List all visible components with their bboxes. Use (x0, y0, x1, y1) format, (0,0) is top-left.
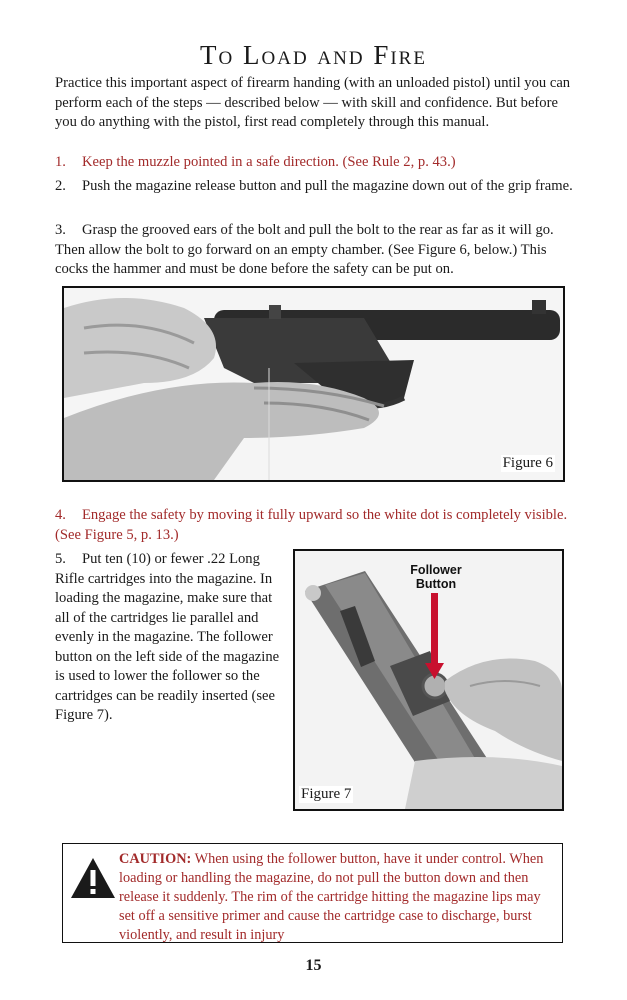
caution-label: CAUTION: (119, 851, 192, 867)
step-number: 4. (55, 507, 66, 523)
follower-button-callout: Follower Button (410, 563, 462, 591)
step-text: Put ten (10) or fewer .22 Long Rifle cartridges into the magazine. In loading the magazine, make sure that all of the cartridges lie parallel and evenly in the magazine. The follower button on the left side of the magazine is used to lower the follower so the cartridges can be readily inserted (see Figure 7). (55, 551, 280, 723)
page-title: To Load and Fire (200, 40, 427, 70)
figure-6-caption: Figure 6 (502, 455, 553, 471)
warning-icon (69, 856, 117, 900)
pistol-bolt-photo (64, 288, 563, 480)
step-3 (55, 221, 573, 280)
step-5 (55, 550, 287, 726)
step-number: 2. (55, 178, 66, 194)
step-number: 5. (55, 551, 66, 567)
caution-box (62, 843, 563, 943)
page-number: 15 (305, 957, 322, 974)
step-2 (55, 177, 573, 197)
figure-7-caption: Figure 7 (301, 786, 352, 802)
step-number: 1. (55, 154, 66, 170)
caution-text-block (119, 850, 555, 945)
step-text: Grasp the grooved ears of the bolt and pull the bolt to the rear as far as it will go. Then allow the bolt to go forward on an empty chamber. (See Figure 6, below.) This cocks the hammer and must be done before the safety can be put on. (55, 222, 554, 277)
figure-7 (293, 549, 564, 811)
step-1 (55, 153, 573, 173)
figure-6 (62, 286, 565, 482)
caution-body: When using the follower button, have it under control. When loading or handling the magazine, do not pull the button down and then release it suddenly. The rim of the cartridge hitting the magazine lips may set off a sensitive primer and cause the cartridge case to discharge, burst violently, and result in injury (119, 851, 544, 943)
step-text: Engage the safety by moving it fully upward so the white dot is completely visible. (See Figure 5, p. 13.) (55, 507, 568, 543)
step-text: Keep the muzzle pointed in a safe direction. (See Rule 2, p. 43.) (81, 154, 456, 170)
intro-paragraph: Practice this important aspect of firearm handing (with an unloaded pistol) until you can perform each of the steps — described below — with skill and confidence. But before you do anything with the pistol, first read completely through this manual. (55, 75, 571, 130)
step-text: Push the magazine release button and pull the magazine down out of the grip frame. (81, 178, 573, 194)
step-4 (55, 506, 573, 545)
step-number: 3. (55, 222, 66, 238)
